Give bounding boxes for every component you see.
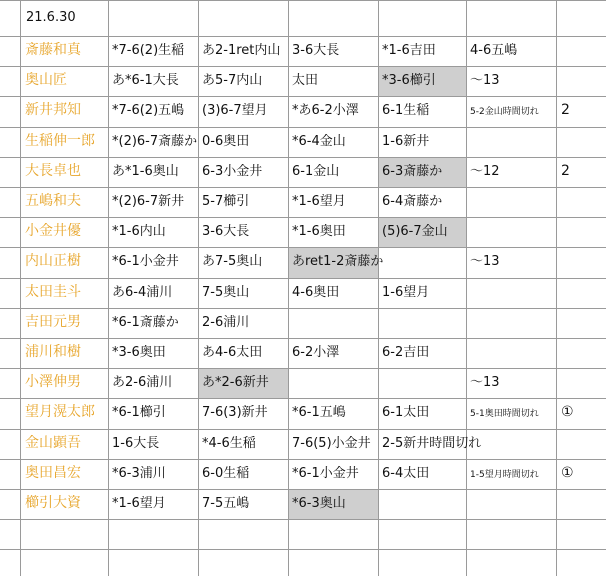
grid-line-h (0, 398, 606, 399)
match-result-cell[interactable]: *あ6-2小澤 (292, 103, 359, 119)
player-name-cell[interactable]: 吉田元男 (25, 313, 81, 330)
match-result-cell[interactable]: 7-5五嶋 (202, 496, 250, 511)
match-result-cell[interactable]: *6-1五嶋 (292, 405, 346, 421)
match-result-cell[interactable]: 1-6新井 (382, 133, 430, 149)
match-result-cell[interactable]: あ*2-6新井 (202, 375, 269, 391)
match-result-cell[interactable]: 1-6望月 (382, 284, 430, 300)
match-result-cell[interactable]: 〜13 (470, 254, 500, 270)
match-result-cell[interactable]: *7-6(2)生稲 (112, 43, 185, 58)
match-result-cell[interactable]: あ*6-1大長 (112, 73, 179, 89)
grid-line-h (0, 368, 606, 369)
player-name-cell[interactable]: 金山顕吾 (25, 434, 81, 451)
match-result-cell[interactable]: *6-3浦川 (112, 465, 166, 481)
grid-line-h (0, 157, 606, 158)
match-result-cell[interactable]: *4-6生稲 (202, 435, 256, 451)
match-result-cell[interactable]: *7-6(2)五嶋 (112, 103, 185, 119)
grid-line-h (0, 217, 606, 218)
player-name-cell[interactable]: 新井邦知 (25, 102, 81, 119)
grid-line-h (0, 96, 606, 97)
match-result-cell[interactable]: 6-1生稲 (382, 103, 430, 119)
match-result-cell[interactable]: 1-6大長 (112, 435, 160, 451)
player-name-cell[interactable]: 奥山匠 (25, 72, 67, 89)
match-result-cell[interactable]: 3-6大長 (202, 224, 250, 240)
grid-line-v (288, 0, 289, 576)
match-result-cell[interactable]: *(2)6-7新井 (112, 194, 185, 209)
date-cell[interactable]: 21.6.30 (26, 10, 76, 25)
match-result-cell[interactable]: *1-6望月 (292, 194, 346, 209)
match-result-cell[interactable]: 〜12 (470, 163, 500, 179)
player-name-cell[interactable]: 内山正樹 (25, 253, 81, 270)
match-result-cell[interactable]: あ2-1ret内山 (202, 43, 281, 58)
note-cell[interactable]: 2 (561, 102, 570, 119)
player-name-cell[interactable]: 小澤伸男 (25, 374, 81, 391)
match-result-cell[interactable]: *1-6吉田 (382, 43, 436, 58)
match-result-cell[interactable]: あ2-6浦川 (112, 375, 173, 391)
player-name-cell[interactable]: 大長卓也 (25, 162, 81, 179)
grid-line-v (20, 0, 21, 576)
player-name-cell[interactable]: 五嶋和夫 (25, 193, 81, 209)
grid-line-h (0, 308, 606, 309)
match-result-cell[interactable]: *1-6内山 (112, 224, 166, 240)
match-result-cell[interactable]: 2-5新井時間切れ (382, 435, 482, 451)
match-result-cell[interactable]: *1-6奥田 (292, 224, 346, 240)
note-cell[interactable]: ① (561, 404, 574, 421)
match-result-cell[interactable]: 6-2吉田 (382, 345, 430, 360)
match-result-cell[interactable]: 6-4太田 (382, 465, 430, 481)
match-result-cell[interactable]: 4-6五嶋 (470, 43, 518, 58)
match-result-cell[interactable]: 〜13 (470, 73, 500, 89)
grid-line-h (0, 459, 606, 460)
match-result-cell[interactable]: *6-1斎藤か (112, 314, 179, 330)
match-result-cell[interactable]: 7-5奥山 (202, 284, 250, 300)
match-result-cell[interactable]: *3-6奥田 (112, 345, 166, 360)
player-name-cell[interactable]: 望月滉太郎 (25, 404, 95, 421)
match-result-cell[interactable]: *6-1小金井 (112, 254, 179, 270)
match-result-cell[interactable]: 〜13 (470, 375, 500, 391)
match-result-cell[interactable]: 4-6奥田 (292, 284, 340, 300)
grid-line-h (0, 127, 606, 128)
player-name-cell[interactable]: 櫛引大資 (25, 495, 81, 511)
match-result-cell[interactable]: 6-1太田 (382, 405, 430, 421)
match-result-cell[interactable]: 7-6(5)小金井 (292, 435, 371, 451)
grid-line-h (0, 489, 606, 490)
grid-line-h (0, 278, 606, 279)
match-result-cell[interactable]: *6-3奥山 (292, 496, 346, 511)
match-result-cell[interactable]: 6-3斎藤か (382, 163, 443, 179)
match-result-cell[interactable]: あ7-5奥山 (202, 254, 263, 270)
match-result-cell[interactable]: 5-7櫛引 (202, 194, 250, 209)
match-result-cell[interactable]: *6-1櫛引 (112, 405, 166, 421)
player-name-cell[interactable]: 太田圭斗 (25, 283, 81, 300)
grid-line-h (0, 549, 606, 550)
match-result-cell[interactable]: 5-1奥田時間切れ (470, 409, 539, 420)
grid-line-h (0, 187, 606, 188)
player-name-cell[interactable]: 浦川和樹 (25, 344, 81, 360)
grid-line-v (198, 0, 199, 576)
player-name-cell[interactable]: 奥田昌宏 (25, 464, 81, 481)
match-result-cell[interactable]: 3-6大長 (292, 43, 340, 58)
grid-line-v (556, 0, 557, 576)
match-result-cell[interactable]: 6-3小金井 (202, 163, 263, 179)
match-result-cell[interactable]: あ5-7内山 (202, 73, 263, 89)
player-name-cell[interactable]: 生稲伸一郎 (25, 132, 95, 149)
match-result-cell[interactable]: *1-6望月 (112, 496, 166, 511)
note-cell[interactable]: ① (561, 464, 574, 481)
match-result-cell[interactable]: あret1-2斎藤か (292, 254, 384, 270)
note-cell[interactable]: 2 (561, 162, 570, 179)
match-result-cell[interactable]: *6-4金山 (292, 133, 346, 149)
grid-line-h (0, 66, 606, 67)
match-result-cell[interactable]: 6-4斎藤か (382, 194, 443, 209)
player-name-cell[interactable]: 斎藤和真 (25, 42, 81, 58)
match-result-cell[interactable]: (3)6-7望月 (202, 103, 268, 119)
match-result-cell[interactable]: 太田 (292, 73, 319, 89)
match-result-cell[interactable]: あ4-6太田 (202, 345, 263, 360)
match-result-cell[interactable]: 5-2金山時間切れ (470, 107, 539, 118)
grid-line-h (0, 36, 606, 37)
grid-line-h (0, 338, 606, 339)
match-result-cell[interactable]: 1-5望月時間切れ (470, 469, 539, 480)
match-result-cell[interactable]: 6-0生稲 (202, 465, 250, 481)
match-result-cell[interactable]: あ6-4浦川 (112, 284, 173, 300)
match-result-cell[interactable]: 6-2小澤 (292, 345, 340, 360)
match-result-cell[interactable]: *3-6櫛引 (382, 73, 436, 89)
match-result-cell[interactable]: (5)6-7金山 (382, 224, 448, 240)
match-result-cell[interactable]: あ*1-6奥山 (112, 163, 179, 179)
grid-line-h (0, 429, 606, 430)
player-name-cell[interactable]: 小金井優 (25, 223, 81, 240)
match-result-cell[interactable]: 2-6浦川 (202, 314, 250, 330)
grid-line-h (0, 0, 606, 1)
grid-line-v (108, 0, 109, 576)
match-result-cell[interactable]: *(2)6-7斎藤か (112, 133, 198, 149)
match-result-cell[interactable]: 6-1金山 (292, 163, 340, 179)
grid-line-v (378, 0, 379, 576)
grid-line-h (0, 519, 606, 520)
match-result-cell[interactable]: 7-6(3)新井 (202, 405, 268, 421)
match-result-cell[interactable]: *6-1小金井 (292, 465, 359, 481)
match-result-cell[interactable]: 0-6奥田 (202, 133, 250, 149)
grid-line-h (0, 247, 606, 248)
